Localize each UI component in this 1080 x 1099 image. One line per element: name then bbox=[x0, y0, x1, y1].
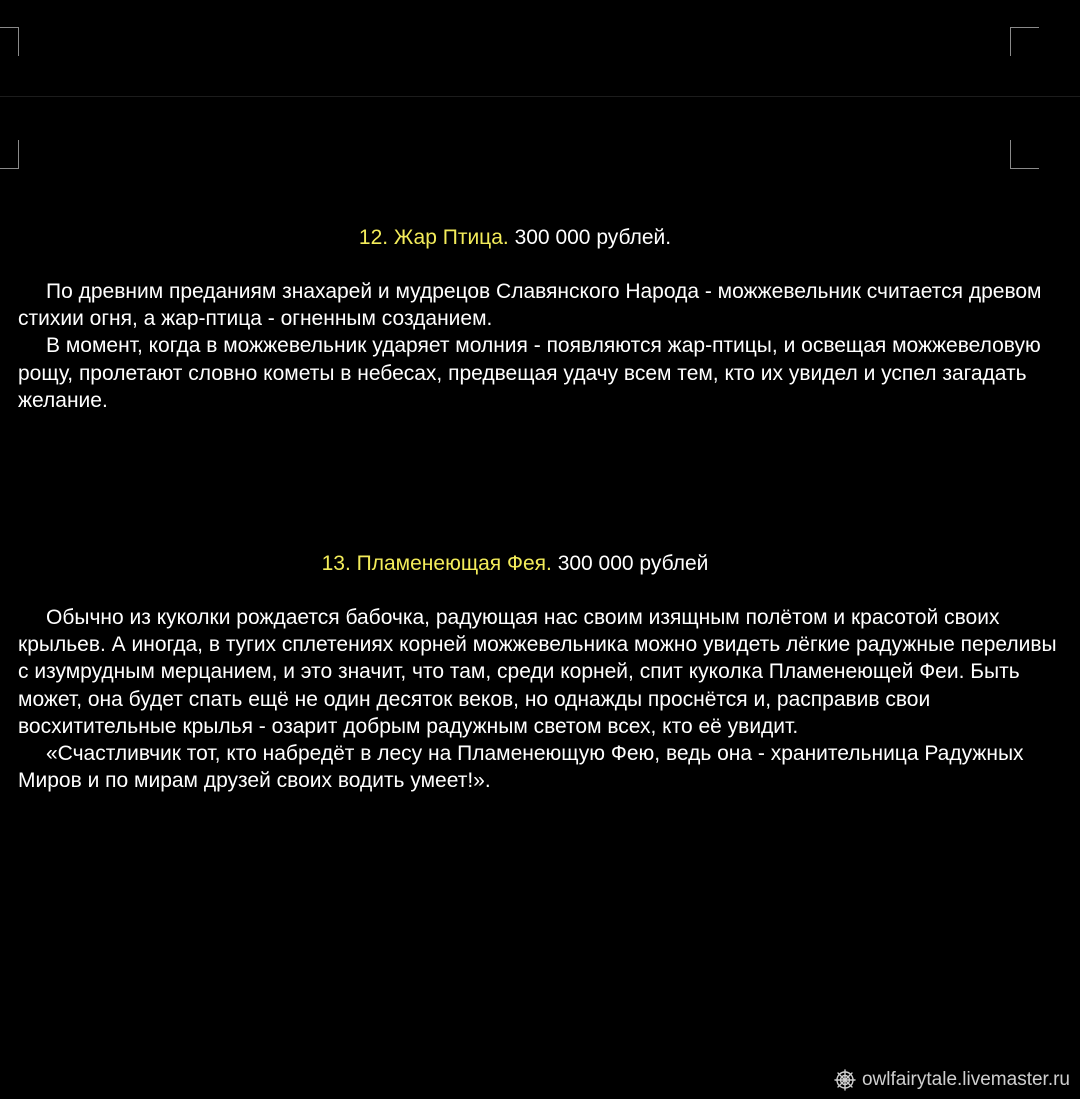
crop-mark-top-left-lower bbox=[0, 140, 19, 169]
item-12-price: 300 000 рублей. bbox=[514, 226, 672, 249]
item-12-paragraph-2: В момент, когда в можжевельник ударяет молния - появляются жар-птицы, и освещая можжевеловую рощу, пролетают словно кометы в небесах, предвещая удачу всем тем, кто их увидел и успел загадать желание. bbox=[18, 334, 1041, 412]
watermark-text: owlfairytale.livemaster.ru bbox=[861, 1069, 1070, 1090]
crop-mark-top-left bbox=[0, 27, 19, 56]
item-13-paragraph-1: Обычно из куколки рождается бабочка, радующая нас своим изящным полётом и красотой своих крыльев. А иногда, в тугих сплетениях корней можжевельника можно увидеть лёгкие радужные переливы с изумрудным мерцанием, и это значит, что там, среди корней, спит куколка Пламенеющей Феи. Быть может, она будет спать ещё не один десяток веков, но однажды проснётся и, расправив свои восхитительные крылья - озарит добрым радужным светом всех, кто её увидит. bbox=[18, 606, 1057, 738]
item-12-paragraph-1: По древним преданиям знахарей и мудрецов Славянского Народа - можжевельник считается древом стихии огня, а жар-птица - огненным созданием. bbox=[18, 280, 1042, 331]
crop-mark-top-right bbox=[1010, 27, 1039, 56]
header-divider bbox=[0, 96, 1080, 97]
item-12-heading bbox=[0, 224, 1030, 252]
crop-mark-top-right-lower bbox=[1010, 140, 1039, 169]
site-watermark bbox=[834, 1066, 1070, 1094]
item-13-paragraph-2: «Счастливчик тот, кто набредёт в лесу на Пламенеющую Фею, ведь она - хранительница Радужных Миров и по мирам друзей своих водить умеет!». bbox=[18, 742, 1024, 793]
item-12-description bbox=[18, 278, 1058, 414]
item-13-price: 300 000 рублей bbox=[557, 552, 709, 575]
item-12-title: 12. Жар Птица. bbox=[358, 226, 509, 249]
item-13-description bbox=[18, 604, 1058, 794]
item-13-heading bbox=[0, 550, 1030, 578]
item-13-title: 13. Пламенеющая Фея. bbox=[321, 552, 552, 575]
snowflake-logo-icon bbox=[834, 1069, 856, 1091]
